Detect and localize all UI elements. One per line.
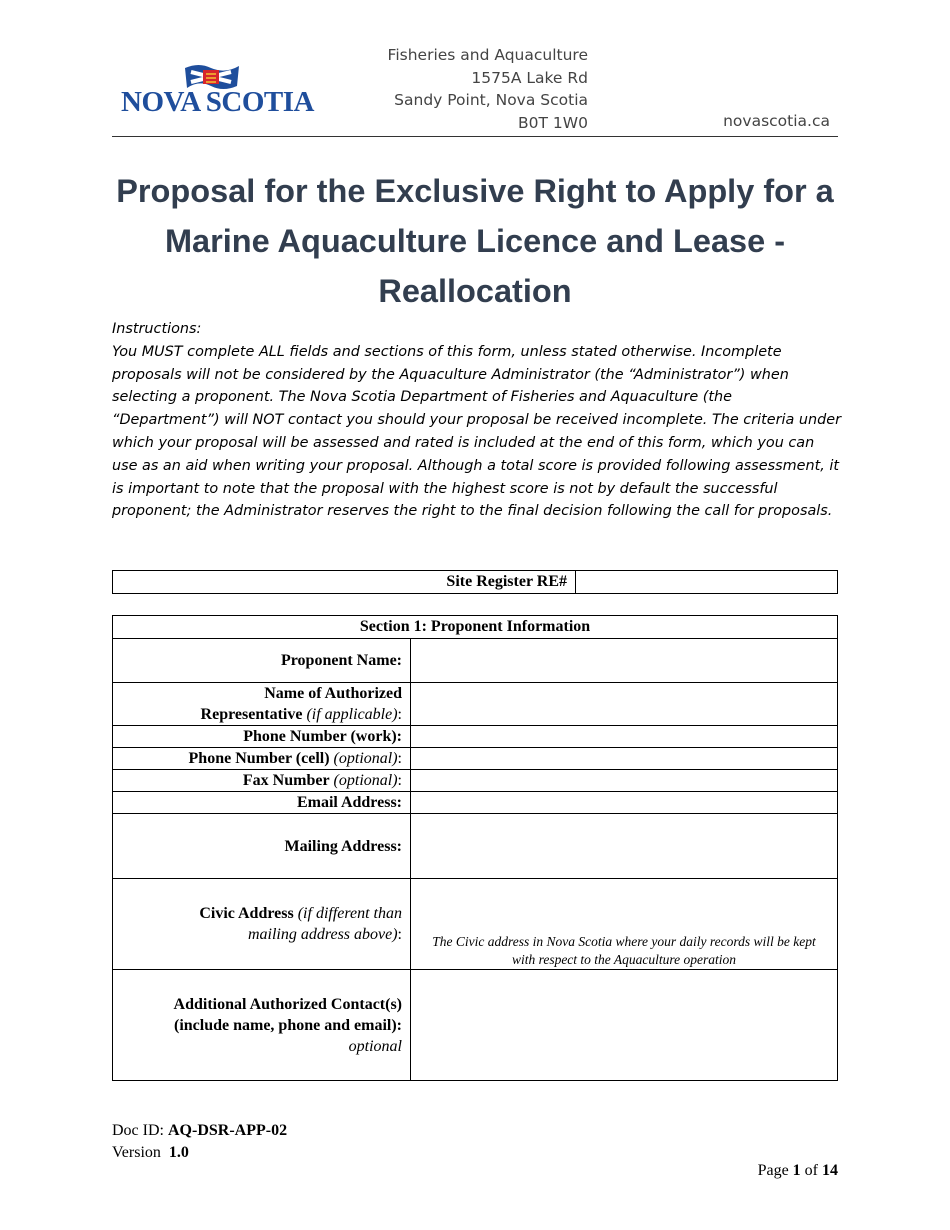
proponent-name-field[interactable] <box>411 639 838 683</box>
site-register-field[interactable] <box>576 571 838 594</box>
label-note: (optional) <box>333 750 398 767</box>
additional-contacts-label <box>113 970 411 1081</box>
header-divider <box>112 136 838 137</box>
label-text: Fax Number <box>242 772 330 789</box>
page-current: 1 <box>792 1162 801 1179</box>
label-suffix: : <box>397 750 402 767</box>
label-text: Civic Address <box>199 905 294 922</box>
label-text: Additional Authorized Contact(s) <box>173 995 402 1013</box>
label-suffix: : <box>397 926 402 943</box>
email-label <box>113 792 411 814</box>
label-note: (if applicable) <box>306 706 398 723</box>
site-register-label: Site Register RE# <box>113 571 576 594</box>
doc-id-value: AQ-DSR-APP-02 <box>167 1122 288 1139</box>
label-text: Phone Number (cell) <box>188 750 330 767</box>
instructions-body: You MUST complete ALL fields and sections of this form, unless stated otherwise. Incomplete proposals will not be considered by the Aquaculture Administrator (the “Administrator”) when selecting a proponent. The Nova Scotia Department of Fisheries and Aquaculture (the “Department”) will NOT contact you should your proposal be received incomplete. The criteria under which your proposal will be assessed and rated is included at the end of this form, which you can use as an aid when writing your proposal. Although a total score is provided following assessment, it is important to note that the proposal with the highest score is not by default the successful proponent; the Administrator reserves the right to the final decision following the call for proposals. <box>112 343 842 520</box>
civic-address-label <box>113 879 411 970</box>
phone-cell-field[interactable] <box>411 748 838 770</box>
doc-id-label: Doc ID: <box>112 1122 164 1139</box>
nova-scotia-logo <box>121 60 321 120</box>
civic-address-help: The Civic address in Nova Scotia where your daily records will be kept with respect to the Aquaculture operation <box>432 934 816 967</box>
civic-address-field[interactable] <box>411 879 838 970</box>
page-of-label: of <box>804 1162 818 1179</box>
proponent-name-label <box>113 639 411 683</box>
label-note: (if different than <box>297 905 402 922</box>
label-suffix: : <box>397 772 402 789</box>
authorized-rep-label <box>113 683 411 726</box>
label-text: Name of Authorized <box>264 685 402 702</box>
version-label: Version <box>112 1144 161 1161</box>
page-label: Page <box>757 1162 789 1179</box>
label-text: Mailing Address: <box>284 837 402 855</box>
email-field[interactable] <box>411 792 838 814</box>
fax-label <box>113 770 411 792</box>
version-value: 1.0 <box>168 1144 189 1161</box>
authorized-rep-field[interactable] <box>411 683 838 726</box>
section-1-table <box>112 615 838 1081</box>
instructions-heading: Instructions: <box>112 321 202 337</box>
instructions <box>112 318 842 523</box>
site-register-table <box>112 570 838 594</box>
department-address <box>388 44 588 134</box>
section-1-heading: Section 1: Proponent Information <box>113 616 838 639</box>
address-line: Fisheries and Aquaculture <box>387 46 588 64</box>
label-text: (include name, phone and email): <box>173 1016 402 1034</box>
phone-cell-label <box>113 748 411 770</box>
label-note: optional <box>348 1037 402 1055</box>
document-info <box>112 1120 287 1164</box>
additional-contacts-field[interactable] <box>411 970 838 1081</box>
doc-id <box>112 1120 287 1142</box>
phone-work-field[interactable] <box>411 726 838 748</box>
address-line: 1575A Lake Rd <box>471 68 588 87</box>
page-total: 14 <box>822 1162 838 1179</box>
address-line: Sandy Point, Nova Scotia <box>394 91 588 109</box>
label-text: Representative <box>200 706 303 723</box>
website-link[interactable]: novascotia.ca <box>723 112 830 130</box>
label-text: Email Address: <box>296 794 402 811</box>
logo-wordmark: NOVA SCOTIA <box>121 86 314 118</box>
doc-version <box>112 1142 287 1164</box>
label-text: Proponent Name: <box>280 652 402 669</box>
mailing-address-label <box>113 814 411 879</box>
phone-work-label <box>113 726 411 748</box>
address-line: B0T 1W0 <box>518 113 588 132</box>
page-number <box>758 1162 838 1180</box>
label-text: Phone Number (work): <box>243 728 402 745</box>
label-suffix: : <box>397 706 402 723</box>
fax-field[interactable] <box>411 770 838 792</box>
page-title: Proposal for the Exclusive Right to Apply for a Marine Aquaculture Licence and Lease - Reallocation <box>116 173 834 309</box>
label-note: mailing address above) <box>247 926 398 943</box>
label-note: (optional) <box>333 772 398 789</box>
mailing-address-field[interactable] <box>411 814 838 879</box>
